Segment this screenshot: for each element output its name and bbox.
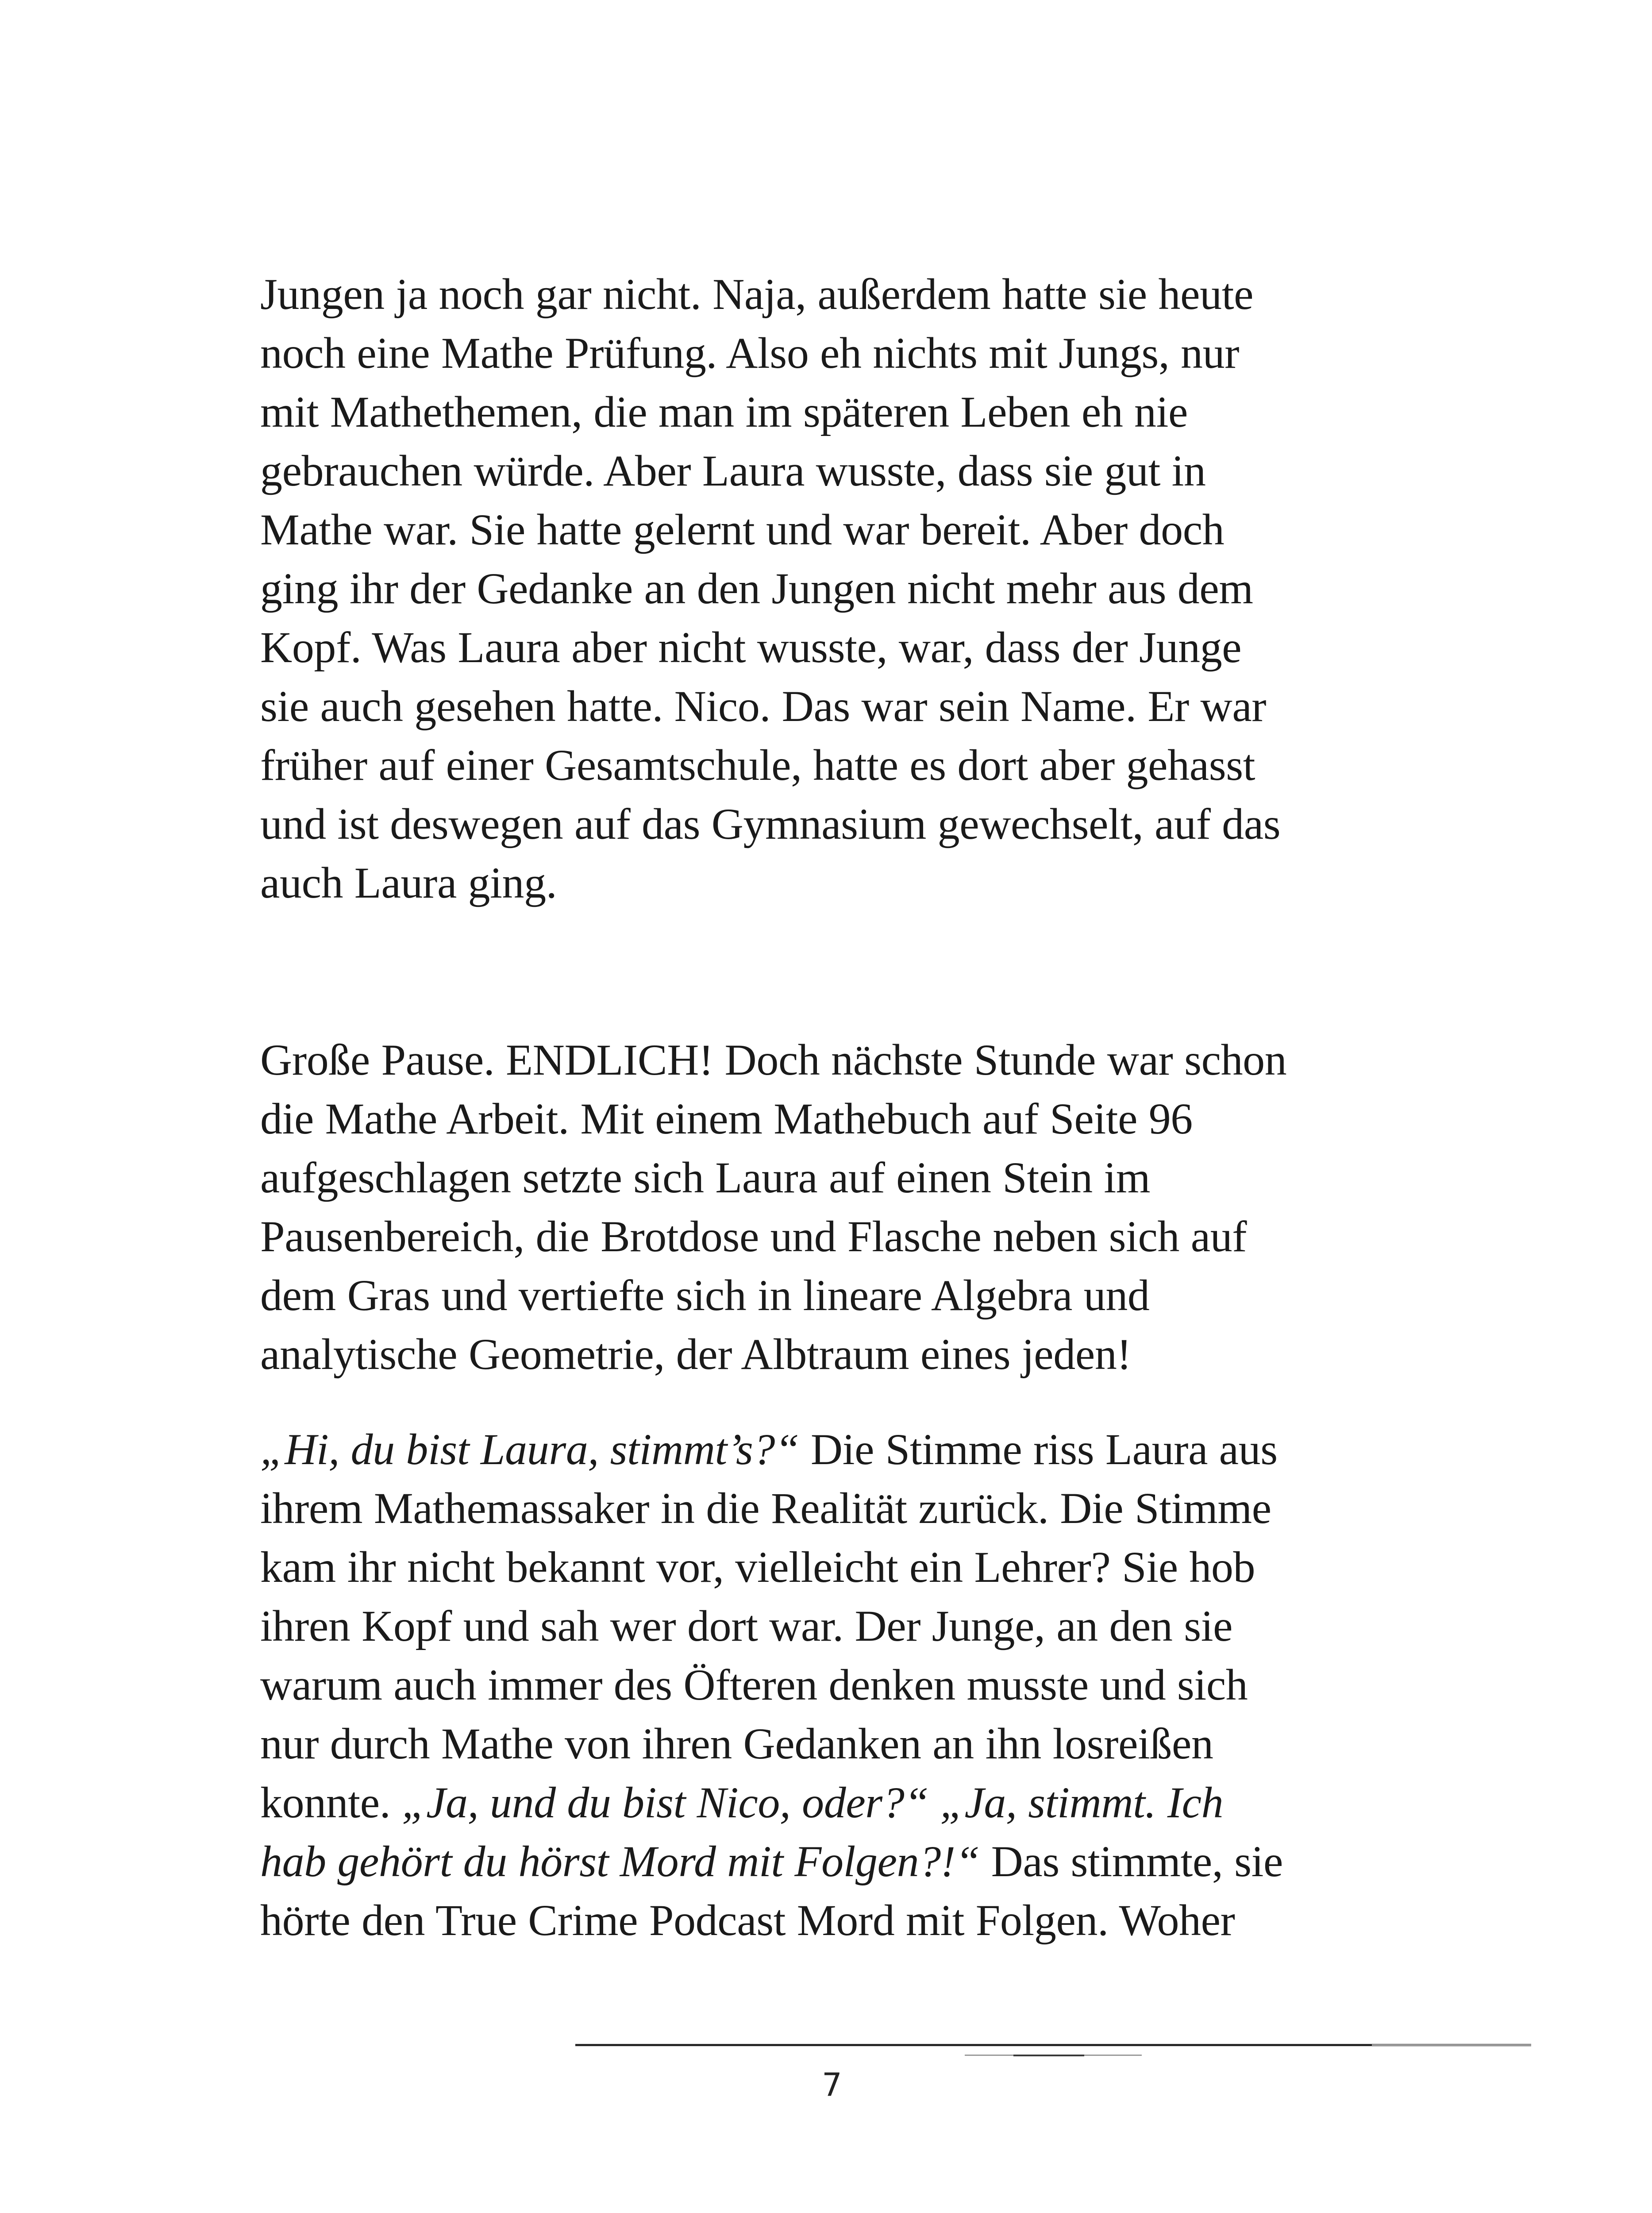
dialogue-italic: „Ja, und du bist Nico, oder?“ „Ja, stimmt. Ich (401, 1778, 1224, 1827)
narration-text: konnte. (260, 1778, 402, 1827)
text-line: kam ihr nicht bekannt vor, vielleicht ein Lehrer? Sie hob (260, 1542, 1255, 1592)
footer-sub-divider-center (1013, 2055, 1084, 2056)
narration-text: Das stimmte, sie (979, 1837, 1283, 1886)
text-line: Große Pause. ENDLICH! Doch nächste Stunde war schon (260, 1035, 1287, 1084)
text-line: sie auch gesehen hatte. Nico. Das war sein Name. Er war (260, 682, 1267, 731)
text-line: Jungen ja noch gar nicht. Naja, außerdem hatte sie heute (260, 270, 1254, 319)
text-line: Pausenbereich, die Brotdose und Flasche neben sich auf (260, 1212, 1247, 1261)
paragraph-2 (260, 1030, 1411, 1384)
text-line: gebrauchen würde. Aber Laura wusste, dass sie gut in (260, 446, 1206, 495)
paragraph-1 (260, 265, 1411, 912)
text-line: Kopf. Was Laura aber nicht wusste, war, dass der Junge (260, 623, 1242, 672)
text-line: die Mathe Arbeit. Mit einem Mathebuch auf Seite 96 (260, 1094, 1193, 1143)
text-line: noch eine Mathe Prüfung. Also eh nichts mit Jungs, nur (260, 328, 1240, 378)
text-line: ihren Kopf und sah wer dort war. Der Junge, an den sie (260, 1601, 1233, 1650)
dialogue-italic: hab gehört du hörst Mord mit Folgen?!“ (260, 1837, 980, 1886)
dialogue-italic: „Hi, du bist Laura, stimmt’s?“ (260, 1425, 800, 1474)
page-number: 7 (822, 2066, 842, 2103)
narration-text: Die Stimme riss Laura aus (799, 1425, 1278, 1474)
text-line (260, 1420, 1411, 1479)
text-line: hörte den True Crime Podcast Mord mit Folgen. Woher (260, 1896, 1235, 1945)
text-line: Mathe war. Sie hatte gelernt und war bereit. Aber doch (260, 505, 1225, 554)
text-line: warum auch immer des Öfteren denken musste und sich (260, 1660, 1248, 1709)
text-line: analytische Geometrie, der Albtraum eines jeden! (260, 1330, 1132, 1379)
text-line: mit Mathethemen, die man im späteren Leben eh nie (260, 387, 1188, 436)
text-line (260, 1832, 1411, 1891)
text-line (260, 1773, 1411, 1832)
text-line: aufgeschlagen setzte sich Laura auf einen Stein im (260, 1153, 1151, 1202)
paragraph-3 (260, 1420, 1411, 1950)
text-line: dem Gras und vertiefte sich in lineare Algebra und (260, 1271, 1150, 1320)
text-line: auch Laura ging. (260, 858, 557, 907)
text-line: früher auf einer Gesamtschule, hatte es dort aber gehasst (260, 740, 1255, 790)
text-line: ging ihr der Gedanke an den Jungen nicht mehr aus dem (260, 564, 1253, 613)
text-line: und ist deswegen auf das Gymnasium gewechselt, auf das (260, 799, 1281, 848)
text-line: ihrem Mathemassaker in die Realität zurück. Die Stimme (260, 1484, 1271, 1533)
text-line: nur durch Mathe von ihren Gedanken an ihn losreißen (260, 1719, 1213, 1768)
footer-divider-fade (1372, 2044, 1531, 2046)
